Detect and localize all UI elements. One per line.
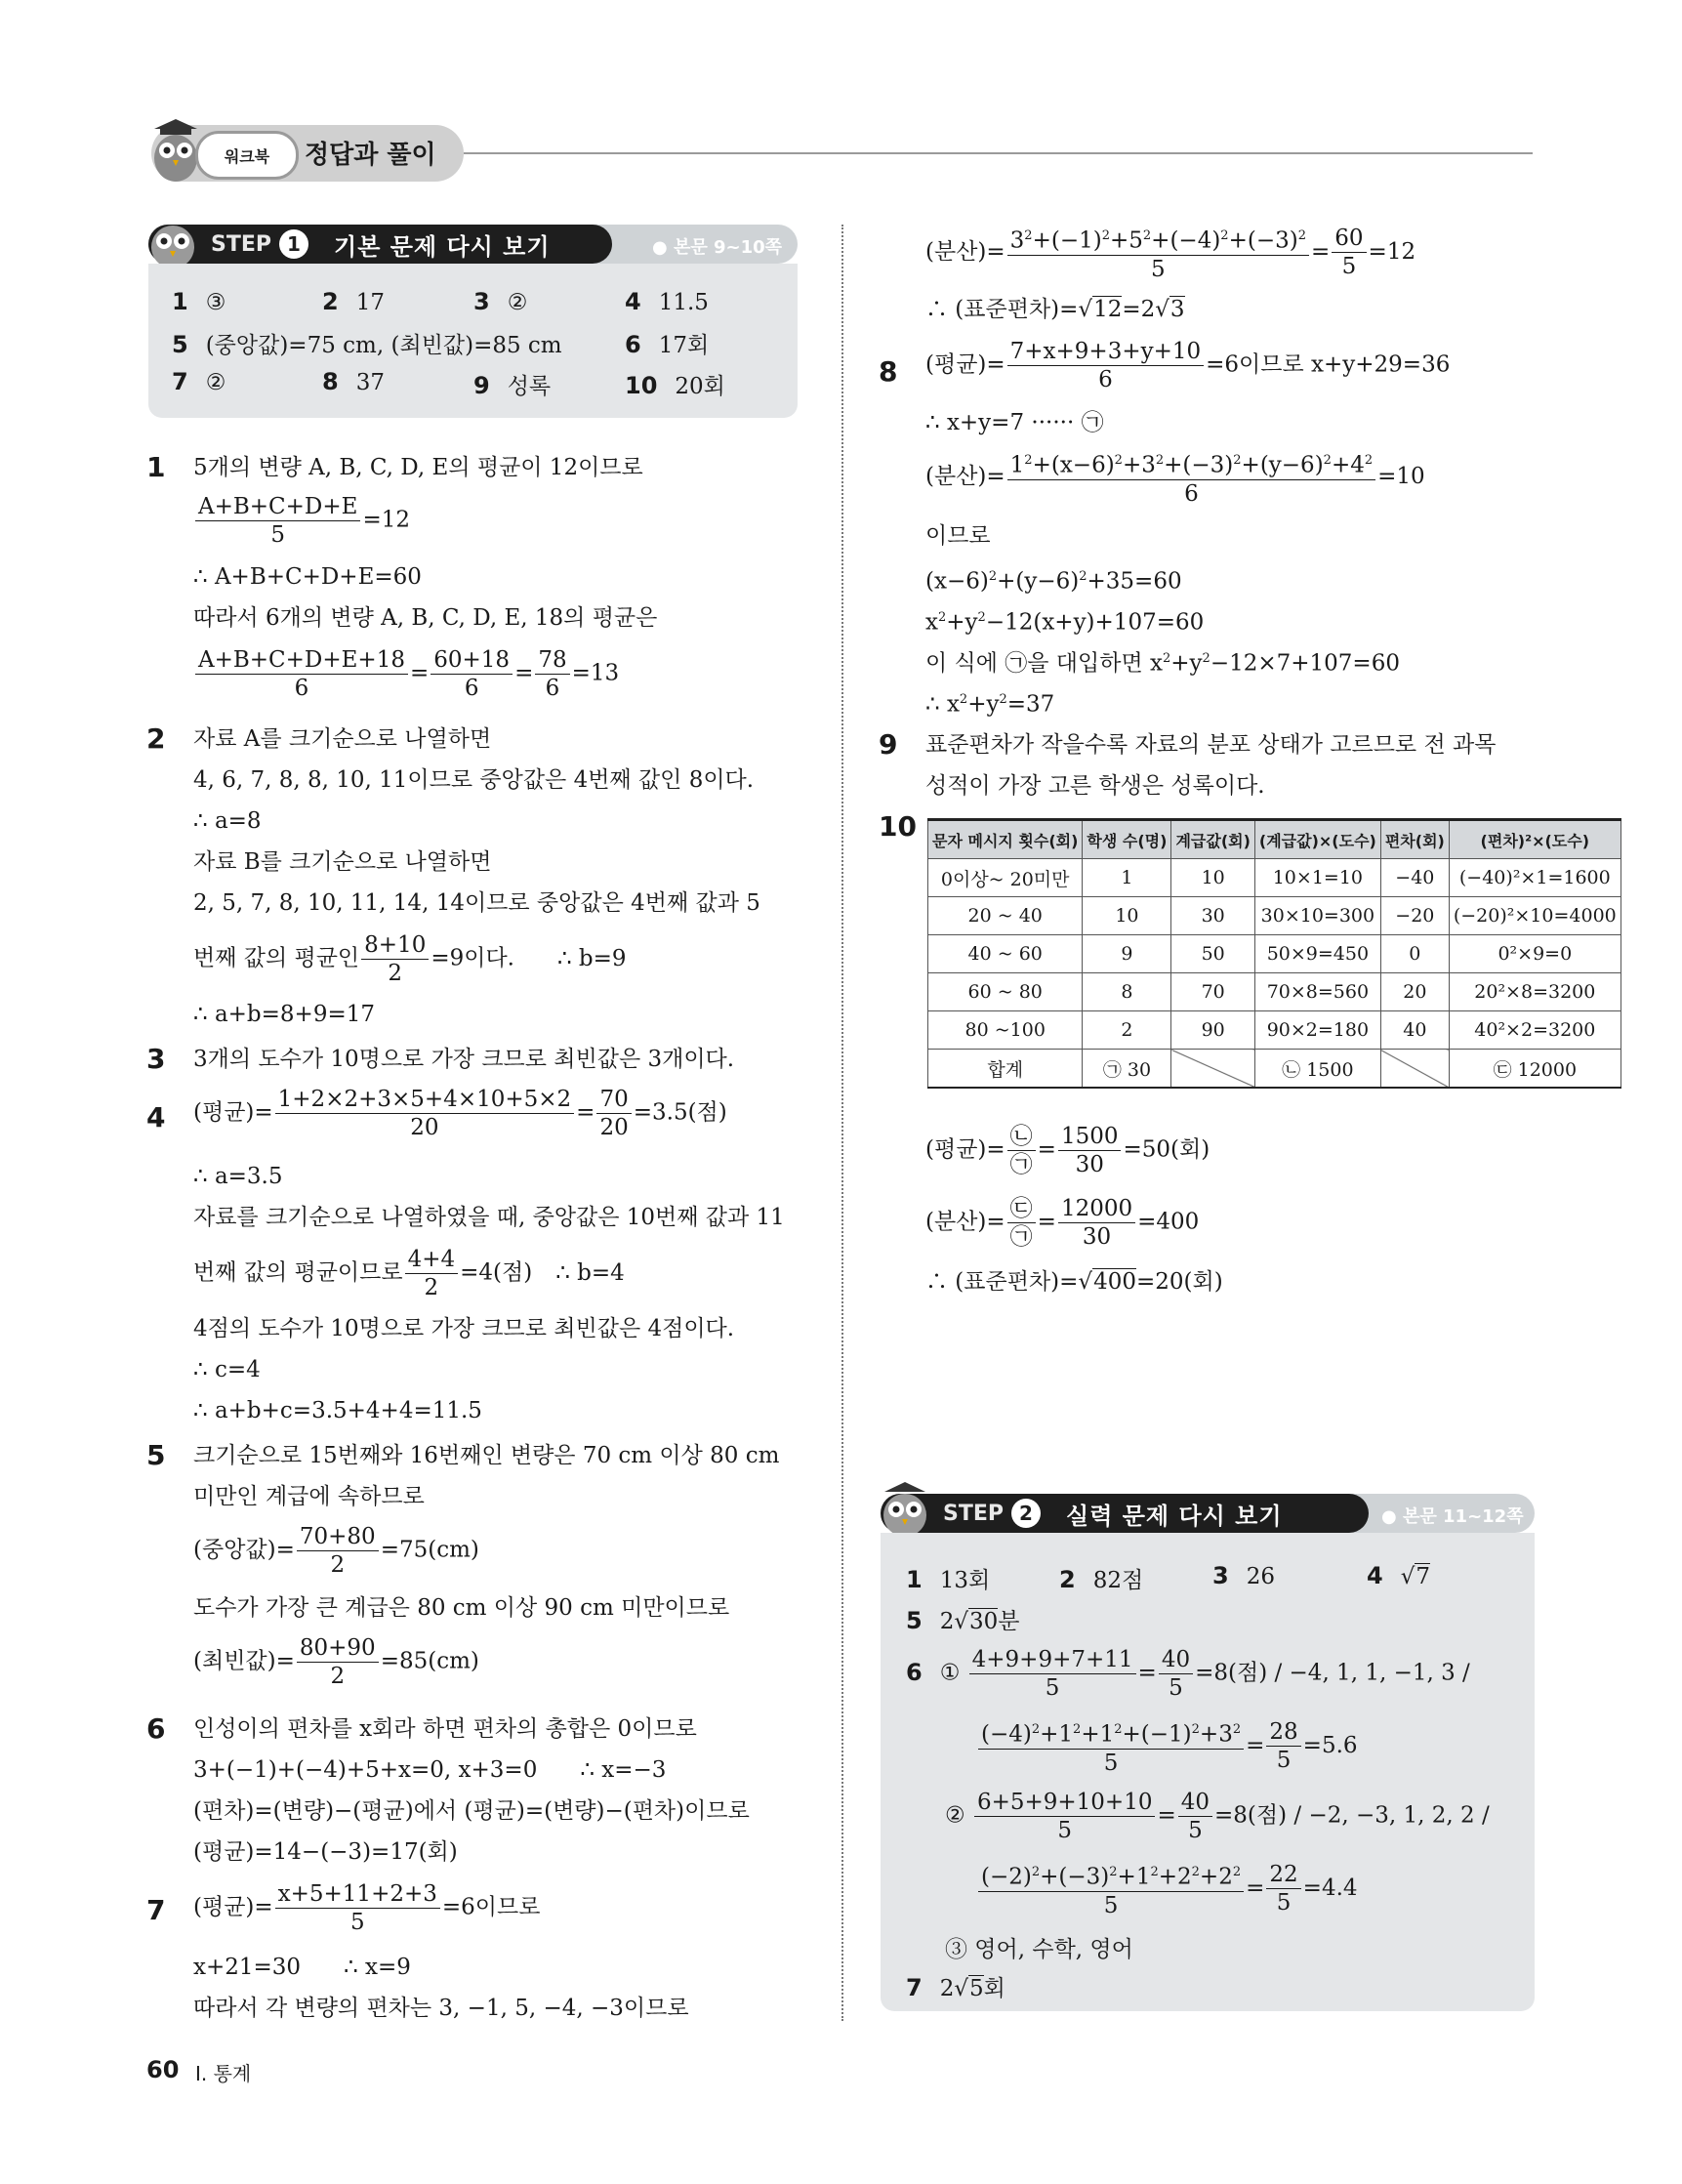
solution-line: (평균)= $\frac{7+x+9+3+y+10}{6}$ =6이므로 x+y+29=36	[925, 339, 1451, 392]
solution-line: 5개의 변량 A, B, C, D, E의 평균이 12이므로	[193, 455, 643, 480]
column-divider	[841, 225, 843, 2021]
step2-pill: STEP 2 실력 문제 다시 보기	[881, 1494, 1369, 1533]
solution-line: 미만인 계급에 속하므로	[193, 1484, 425, 1509]
column-header: 계급값(회)	[1171, 820, 1254, 859]
solution-line: (최빈값)= $\frac{80+90}{2}$ =85(cm)	[193, 1635, 479, 1689]
solution-line: 자료 A를 크기순으로 나열하면	[193, 726, 492, 752]
solution-line: 도수가 가장 큰 계급은 80 cm 이상 90 cm 미만이므로	[193, 1595, 730, 1621]
solution-line: ∴ a+b=8+9=17	[193, 1002, 375, 1027]
solution-line: (중앙값)= $\frac{70+80}{2}$ =75(cm)	[193, 1524, 479, 1578]
solution-line: (평균)=14−(−3)=17(회)	[193, 1839, 458, 1865]
column-header: (편차)²×(도수)	[1449, 820, 1620, 859]
solution-line: 크기순으로 15번째와 16번째인 변량은 70 cm 이상 80 cm	[193, 1443, 780, 1468]
answer-item: 9 성록	[473, 372, 552, 399]
solution-line: 2, 5, 7, 8, 10, 11, 14, 14이므로 중앙값은 4번째 값과 5	[193, 890, 760, 916]
page-number: 60	[146, 2056, 180, 2083]
question-number: 6	[146, 1712, 166, 1745]
solution-line: ∴ A+B+C+D+E=60	[193, 564, 422, 590]
header-rule	[464, 152, 1533, 154]
table-row: 80 ~100 2 90 90×2=180 40 40²×2=3200	[928, 1011, 1621, 1050]
owl-icon	[146, 210, 199, 270]
solution-line: x+21=30 ∴ x=9	[193, 1955, 411, 1980]
solution-line: 번째 값의 평균이므로 $\frac{4+4}{2}$ =4(점) ∴ b=4	[193, 1247, 625, 1300]
solution-line: 자료를 크기순으로 나열하였을 때, 중앙값은 10번째 값과 11	[193, 1205, 785, 1230]
solution-line: ∴ a+b+c=3.5+4+4=11.5	[193, 1398, 482, 1423]
answer-item: 7 2√5회	[906, 1974, 1005, 2001]
answer-item: 6 17회	[625, 331, 710, 358]
solution-line: 이므로	[925, 523, 991, 549]
solution-line: (분산)= $\frac{3^2+(-1)^2+5^2+(-4)^2+(-3)^2}{5}$ = $\frac{60}{5}$ =12	[925, 223, 1415, 283]
table-row: 40 ~ 60 9 50 50×9=450 0 0²×9=0	[928, 935, 1621, 973]
solution-line: 인성이의 편차를 x회라 하면 편차의 총합은 0이므로	[193, 1716, 697, 1742]
solution-line: 이 식에 ㉠을 대입하면 $x^2+y^2-12\times 7+107=60$	[925, 650, 1400, 677]
solution-line: ∴ $x^2+y^2=37$	[925, 691, 1055, 718]
solution-line: (평균)= $\frac{x+5+11+2+3}{5}$ =6이므로	[193, 1881, 541, 1935]
solution-line: 4점의 도수가 10명으로 가장 크므로 최빈값은 4점이다.	[193, 1316, 735, 1341]
solution-line: 따라서 6개의 변량 A, B, C, D, E, 18의 평균은	[193, 605, 658, 631]
section-label: Ⅰ. 통계	[195, 2062, 252, 2085]
answer-item: 2 17	[322, 288, 385, 315]
solution-line: (편차)=(변량)−(평균)에서 (평균)=(변량)−(편차)이므로	[193, 1798, 750, 1824]
step2-page-ref: ● 본문 11~12쪽	[1381, 1506, 1524, 1527]
column-header: (계급값)×(도수)	[1254, 820, 1380, 859]
answer-item: ③ 영어, 수학, 영어	[945, 1937, 1133, 1962]
solution-line: ∴ (표준편차)=√12=2√3	[925, 297, 1185, 322]
table-row: 60 ~ 80 8 70 70×8=560 20 20²×8=3200	[928, 973, 1621, 1011]
solution-line: $(x-6)^2+(y-6)^2+35=60$	[925, 568, 1182, 595]
solution-line: 4, 6, 7, 8, 8, 10, 11이므로 중앙값은 4번째 값인 8이다.	[193, 767, 755, 793]
table-row: 20 ~ 40 10 30 30×10=300 −20 (−20)²×10=4000	[928, 897, 1621, 935]
question-number: 5	[146, 1439, 166, 1471]
step1-pill: STEP 1 기본 문제 다시 보기	[148, 225, 612, 264]
solution-line: $\frac{A+B+C+D+E}{5}$ =12	[193, 493, 410, 549]
solution-line: 번째 값의 평균인 $\frac{8+10}{2}$ =9이다. ∴ b=9	[193, 932, 627, 986]
question-number: 7	[146, 1894, 166, 1926]
answer-item: 2 82점	[1059, 1566, 1144, 1593]
answer-item: 1 ③	[172, 288, 226, 315]
solution-line: (분산)= $\frac{㉢}{㉠}$ = $\frac{12000}{30}$ =400	[925, 1196, 1200, 1250]
answer-item: 5 (중앙값)=75 cm, (최빈값)=85 cm	[172, 331, 562, 358]
answer-item: 6 ① $\frac{4+9+9+7+11}{5}$ = $\frac{40}{5}$ =8(점) / −4, 1, 1, −1, 3 /	[906, 1647, 1470, 1701]
answer-item: 5 2√30분	[906, 1607, 1020, 1634]
column-header: 편차(회)	[1380, 820, 1449, 859]
answer-item: 7 ②	[172, 368, 226, 395]
solution-line: ∴ a=3.5	[193, 1164, 283, 1189]
question-number: 2	[146, 722, 166, 755]
page-title: 정답과 풀이	[305, 141, 436, 170]
answer-item: 3 26	[1212, 1562, 1275, 1589]
solution-line: ∴ x+y=7 ······ ㉠	[925, 410, 1104, 435]
question-number: 4	[146, 1101, 166, 1133]
solution-line: 3+(−1)+(−4)+5+x=0, x+3=0 ∴ x=−3	[193, 1757, 667, 1783]
solution-line: 표준편차가 작을수록 자료의 분포 상태가 고르므로 전 과목	[925, 732, 1497, 758]
solution-line: (평균)= $\frac{㉡}{㉠}$ = $\frac{1500}{30}$ =50(회)	[925, 1124, 1210, 1177]
header-tag: 워크북	[195, 131, 299, 180]
solution-line: $x^2+y^2-12(x+y)+107=60$	[925, 609, 1205, 636]
answer-item: ② $\frac{6+5+9+10+10}{5}$ = $\frac{40}{5}$ =8(점) / −2, −3, 1, 2, 2 /	[945, 1790, 1490, 1843]
solution-line: 따라서 각 변량의 편차는 3, −1, 5, −4, −3이므로	[193, 1996, 689, 2021]
solution-line: 3개의 도수가 10명으로 가장 크므로 최빈값은 3개이다.	[193, 1047, 735, 1072]
owl-icon	[879, 1478, 931, 1539]
question-number: 10	[879, 810, 917, 843]
answer-item: 8 37	[322, 368, 385, 395]
answer-item: 10 20회	[625, 372, 725, 399]
solution-line: ∴ (표준편차)=√400=20(회)	[925, 1269, 1223, 1295]
question-number: 8	[879, 355, 898, 388]
column-header: 문자 메시지 횟수(회)	[928, 820, 1083, 859]
solution-line: 자료 B를 크기순으로 나열하면	[193, 849, 492, 875]
answer-item: 4 11.5	[625, 288, 709, 315]
question-number: 3	[146, 1043, 166, 1075]
table-header-row	[928, 820, 1621, 859]
solution-line: 성적이 가장 고른 학생은 성록이다.	[925, 773, 1265, 799]
answer-item: 4 √7	[1367, 1562, 1430, 1589]
solution-line: (분산)= $\frac{1^2+(x-6)^2+3^2+(-3)^2+(y-6)^2+4^2}{6}$ =10	[925, 447, 1425, 508]
frequency-table	[927, 818, 1621, 1089]
question-number: 9	[879, 728, 898, 761]
answer-item: $\frac{(-4)^2+1^2+1^2+(-1)^2+3^2}{5}$ = $\frac{28}{5}$ =5.6	[976, 1716, 1358, 1777]
column-header: 학생 수(명)	[1083, 820, 1171, 859]
solution-line: (평균)= $\frac{1+2\times 2+3\times 5+4\times 10+5\times 2}{20}$ = $\frac{70}{20}$ =3.5(점)	[193, 1087, 727, 1140]
answer-item: 3 ②	[473, 288, 528, 315]
solution-line: ∴ a=8	[193, 808, 262, 834]
table-total-row: 합계 ㉠ 30 ㉡ 1500 ㉢ 12000	[928, 1050, 1621, 1089]
table-row: 0이상~ 20미만 1 10 10×1=10 −40 (−40)²×1=1600	[928, 859, 1621, 897]
answer-item: 1 13회	[906, 1566, 991, 1593]
question-number: 1	[146, 451, 166, 483]
solution-line: ∴ c=4	[193, 1357, 261, 1382]
solution-line: $\frac{A+B+C+D+E+18}{6}$ = $\frac{60+18}{6}$ = $\frac{78}{6}$ =13	[193, 646, 619, 702]
step1-page-ref: ● 본문 9~10쪽	[652, 237, 783, 258]
answer-item: $\frac{(-2)^2+(-3)^2+1^2+2^2+2^2}{5}$ = $\frac{22}{5}$ =4.4	[976, 1859, 1358, 1919]
